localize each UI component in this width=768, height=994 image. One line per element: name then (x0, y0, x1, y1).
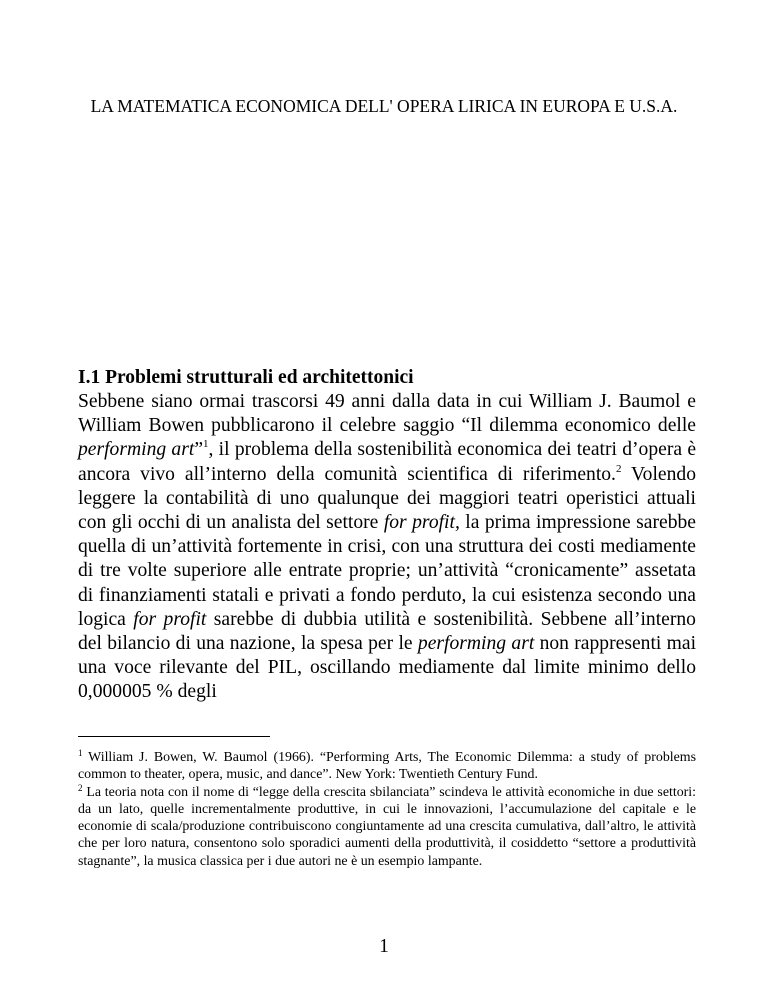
paragraph-text: ” (194, 439, 204, 461)
body-paragraph (78, 390, 696, 705)
italic-term: for profit (133, 608, 207, 630)
footnote-number: 2 (78, 782, 83, 793)
paragraph-text: la prima impressione sarebbe quella di un’attività fortemente in crisi, con una struttura dei costi mediamente di tre volte superiore alle entrate proprie; un’attività “cronicamente” assetata di finanziamenti statali e privati a fondo perduto, la cui esistenza secondo una logica (78, 512, 696, 630)
paragraph-text: , il problema della sostenibilità economica dei teatri d’opera è ancora vivo all’interno della comunità scientifica di riferimento. (78, 439, 697, 485)
footnote-2 (78, 784, 696, 870)
document-title: LA MATEMATICA ECONOMICA DELL' OPERA LIRICA IN EUROPA E U.S.A. (90, 96, 678, 116)
paragraph-text: Volendo leggere la contabilità di uno qualunque dei maggiori teatri operistici attuali con gli occhi di un analista del settore (78, 463, 696, 534)
page-number: 1 (379, 936, 389, 957)
footnotes (78, 749, 696, 870)
italic-term: performing art (417, 633, 535, 655)
paragraph-text: sarebbe di dubbia utilità e sostenibilità. Sebbene all’interno del bilancio di una nazione, la spesa per le (78, 608, 696, 655)
paragraph-text: non rappresenti mai una voce rilevante del PIL, oscillando mediamente dal limite minimo dello 0,000005 % degli (78, 633, 697, 703)
section-heading: I.1 Problemi strutturali ed architettonici (78, 367, 414, 388)
footnote-text: La teoria nota con il nome di “legge della crescita sbilanciata” scindeva le attività economiche in due settori: da un lato, quelle incrementalmente produttive, in cui le innovazioni, l’accumulazione del capitale e le economie di scala/produzione contribuiscono congiuntamente ad una crescita cumulativa, dall’altro, le attività che per loro natura, consentono solo sporadici aumenti della produttività, il cosiddetto “settore a produttività stagnante”, la musica classica per i due autori ne è un esempio lampante. (78, 784, 696, 869)
paragraph-text: Sebbene siano ormai trascorsi 49 anni dalla data in cui William J. Baumol e William Bowen pubblicarono il celebre saggio “Il dilemma economico delle (78, 391, 696, 437)
footnote-separator (78, 736, 270, 737)
footnote-text: William J. Bowen, W. Baumol (1966). “Performing Arts, The Economic Dilemma: a study of problems common to theater, opera, music, and dance”. New York: Twentieth Century Fund. (78, 750, 696, 783)
footnote-ref-2[interactable]: 2 (615, 462, 622, 475)
italic-term: for profit, (383, 512, 460, 534)
footnote-1 (78, 749, 696, 784)
italic-term: performing art (78, 439, 195, 461)
footnote-ref-1[interactable]: 1 (203, 438, 209, 451)
footnote-number: 1 (78, 748, 83, 758)
